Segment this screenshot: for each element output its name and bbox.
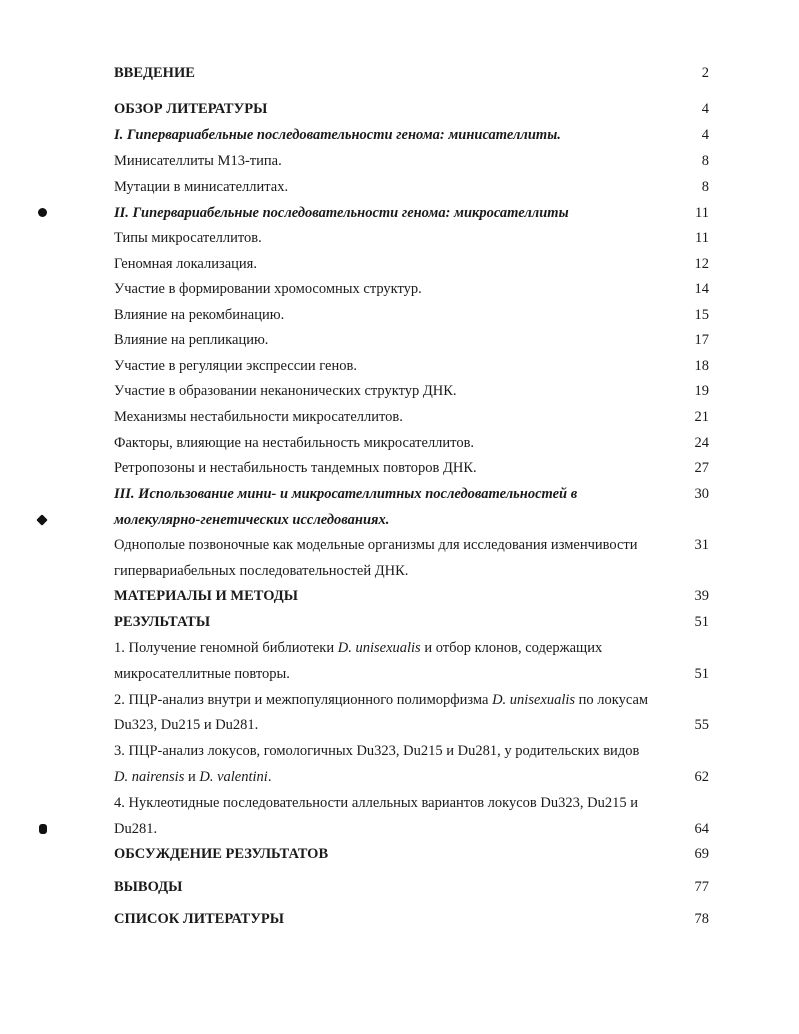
toc-label-cont: молекулярно-генетических исследованиях. (114, 512, 390, 528)
toc-page: 21 (694, 409, 709, 425)
text-segment: и (184, 769, 200, 785)
toc-page: 62 (694, 769, 709, 785)
toc-label: ВВЕДЕНИЕ (114, 65, 195, 81)
toc-page: 4 (701, 101, 709, 117)
toc-label-cont (114, 767, 271, 787)
toc-label: ВЫВОДЫ (114, 879, 183, 895)
toc-label: Участие в формировании хромосомных структур. (114, 281, 422, 297)
toc-page: 11 (695, 205, 709, 221)
text-segment: 1. Получение геномной библиотеки (114, 640, 338, 656)
scan-mark (38, 208, 47, 217)
toc-label: ОБСУЖДЕНИЕ РЕЗУЛЬТАТОВ (114, 846, 329, 862)
toc-page: 14 (694, 281, 709, 297)
species-name: D. unisexualis (337, 640, 421, 656)
toc-label-cont: Du323, Du215 и Du281. (114, 717, 259, 733)
toc-label: Минисателлиты М13-типа. (114, 153, 282, 169)
toc-page: 24 (694, 435, 709, 451)
species-name: D. unisexualis (492, 692, 576, 708)
toc-label: Механизмы нестабильности микросателлитов. (114, 409, 403, 425)
toc-page: 39 (694, 588, 709, 604)
toc-label: Мутации в минисателлитах. (114, 179, 289, 195)
toc-page: 19 (694, 383, 709, 399)
toc-label: СПИСОК ЛИТЕРАТУРЫ (114, 911, 284, 927)
toc-page: 30 (694, 486, 709, 502)
toc-page: 2 (701, 65, 709, 81)
species-name: D. nairensis (114, 769, 185, 785)
text-segment: 2. ПЦР-анализ внутри и межпопуляционного полиморфизма (114, 692, 493, 708)
toc-page: 17 (694, 332, 709, 348)
toc-label: Факторы, влияющие на нестабильность микросателлитов. (114, 435, 475, 451)
toc-page: 11 (695, 230, 709, 246)
toc-label: Геномная локализация. (114, 256, 257, 272)
text-segment: по локусам (575, 692, 649, 708)
toc-page: 8 (701, 179, 709, 195)
toc-label: Однополые позвоночные как модельные организмы для исследования изменчивости (114, 537, 638, 553)
toc-page: 18 (694, 358, 709, 374)
species-name: D. valentini (199, 769, 268, 785)
text-segment: и отбор клонов, содержащих (420, 640, 603, 656)
toc-label (114, 690, 648, 710)
toc-page: 15 (694, 307, 709, 323)
toc-page: 78 (694, 911, 709, 927)
toc-label: МАТЕРИАЛЫ И МЕТОДЫ (114, 588, 299, 604)
toc-label: 3. ПЦР-анализ локусов, гомологичных Du323, Du215 и Du281, у родительских видов (114, 743, 640, 759)
scan-mark (36, 514, 47, 525)
toc-page: 51 (694, 666, 709, 682)
toc-label: РЕЗУЛЬТАТЫ (114, 614, 211, 630)
toc-label: III. Использование мини- и микросателлитных последовательностей в (114, 486, 578, 502)
toc-page: 8 (701, 153, 709, 169)
toc-label: I. Гипервариабельные последовательности генома: минисателлиты. (114, 127, 561, 143)
toc-label: Влияние на рекомбинацию. (114, 307, 285, 323)
toc-label-cont: Du281. (114, 821, 158, 837)
toc-label: II. Гипервариабельные последовательности генома: микросателлиты (114, 205, 569, 221)
toc-label: Влияние на репликацию. (114, 332, 269, 348)
toc-label: ОБЗОР ЛИТЕРАТУРЫ (114, 101, 268, 117)
toc-label: 4. Нуклеотидные последовательности аллельных вариантов локусов Du323, Du215 и (114, 795, 638, 811)
toc-label: Ретропозоны и нестабильность тандемных повторов ДНК. (114, 460, 477, 476)
toc-page: 51 (694, 614, 709, 630)
toc-label: Типы микросателлитов. (114, 230, 262, 246)
toc-page: 55 (694, 717, 709, 733)
toc-page: 4 (701, 127, 709, 143)
toc-page: 27 (694, 460, 709, 476)
toc-label (114, 638, 602, 658)
toc-page: 64 (694, 821, 709, 837)
toc-page: 69 (694, 846, 709, 862)
text-segment: . (267, 769, 272, 785)
toc-page: 12 (694, 256, 709, 272)
scan-mark (39, 824, 47, 834)
toc-page: 31 (694, 537, 709, 553)
toc-label-cont: гипервариабельных последовательностей ДНК. (114, 563, 409, 579)
toc-page: 77 (694, 879, 709, 895)
toc-label: Участие в регуляции экспрессии генов. (114, 358, 357, 374)
toc-label: Участие в образовании неканонических структур ДНК. (114, 383, 457, 399)
toc-label-cont: микросателлитные повторы. (114, 666, 290, 682)
